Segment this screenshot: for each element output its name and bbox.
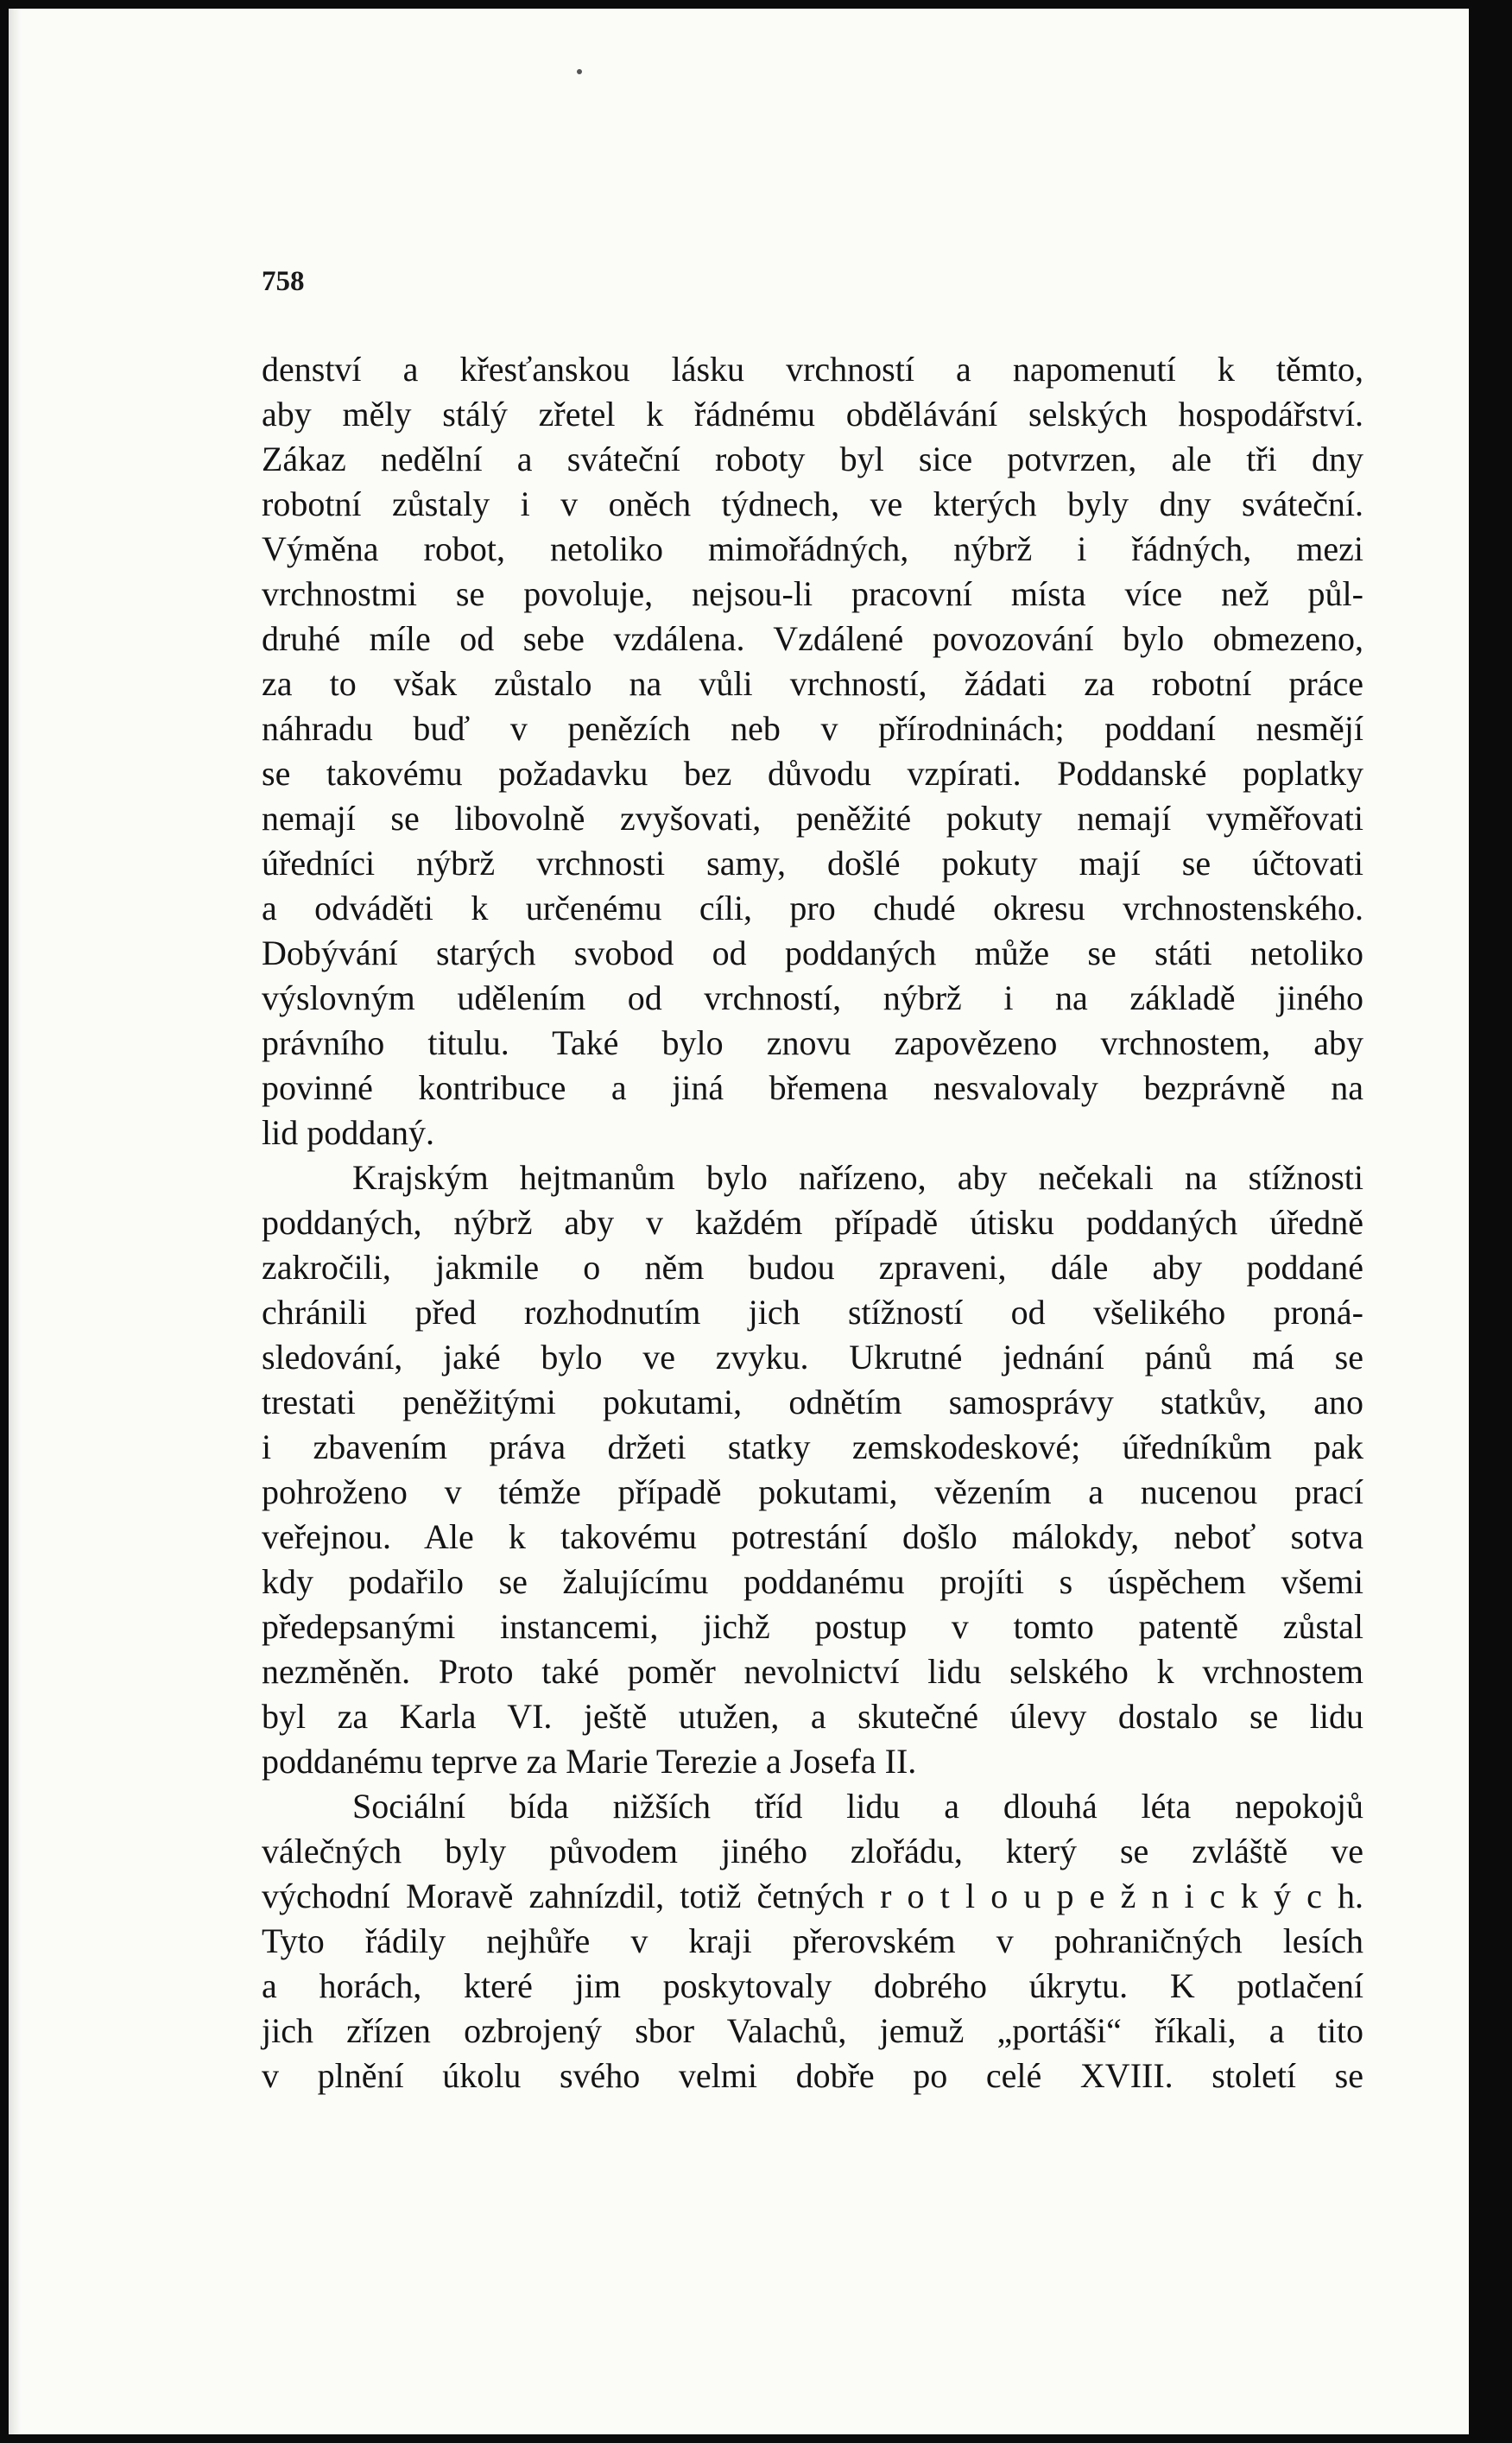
text-line: kdy podařilo se žalujícímu poddanému projíti s úspěchem všemi: [262, 1562, 1363, 1601]
paragraph-start-line: Sociální bída nižších tříd lidu a dlouhá léta nepokojů: [352, 1787, 1363, 1826]
text-line: druhé míle od sebe vzdálena. Vzdálené povozování bylo obmezeno,: [262, 619, 1363, 658]
text-line: v plnění úkolu svého velmi dobře po celé XVIII. století se: [262, 2056, 1363, 2095]
text-line: chránili před rozhodnutím jich stížností od všelikého proná-: [262, 1293, 1363, 1332]
text-line: zakročili, jakmile o něm budou zpraveni, dále aby poddané: [262, 1248, 1363, 1287]
paragraph-start-line: Krajským hejtmanům bylo nařízeno, aby nečekali na stížnosti: [352, 1158, 1363, 1197]
scan-speck: [577, 69, 582, 74]
text-line: Zákaz nedělní a sváteční roboty byl sice potvrzen, ale tři dny: [262, 440, 1363, 478]
text-line: a odváděti k určenému cíli, pro chudé okresu vrchnostenského.: [262, 889, 1363, 927]
text-line: jich zřízen ozbrojený sbor Valachů, jemuž „portáši“ říkali, a tito: [262, 2011, 1363, 2050]
text-line: povinné kontribuce a jiná břemena nesvalovaly bezprávně na: [262, 1068, 1363, 1107]
text-line: poddanému teprve za Marie Terezie a Josefa II.: [262, 1742, 917, 1781]
text-line: veřejnou. Ale k takovému potrestání došlo málokdy, neboť sotva: [262, 1517, 1363, 1556]
text-line: za to však zůstalo na vůli vrchností, žádati za robotní práce: [262, 664, 1363, 703]
text-line: Výměna robot, netoliko mimořádných, nýbrž i řádných, mezi: [262, 529, 1363, 568]
text-line: a horách, které jim poskytovaly dobrého úkrytu. K potlačení: [262, 1966, 1363, 2005]
text-line: Tyto řádily nejhůře v kraji přerovském v pohraničných lesích: [262, 1921, 1363, 1960]
text-line: válečných byly původem jiného zlořádu, který se zvláště ve: [262, 1832, 1363, 1870]
body-text: [262, 347, 1363, 2098]
book-page: [9, 9, 1469, 2434]
text-line: úředníci nýbrž vrchnosti samy, došlé pokuty mají se účtovati: [262, 844, 1363, 883]
text-line: lid poddaný.: [262, 1113, 434, 1152]
text-line: denství a křesťanskou lásku vrchností a napomenutí k těmto,: [262, 350, 1363, 389]
text-line: vrchnostmi se povoluje, nejsou-li pracovní místa více než půl-: [262, 574, 1363, 613]
text-line: výslovným udělením od vrchností, nýbrž i na základě jiného: [262, 978, 1363, 1017]
text-line: se takovému požadavku bez důvodu vzpírati. Poddanské poplatky: [262, 754, 1363, 793]
text-line: právního titulu. Také bylo znovu zapovězeno vrchnostem, aby: [262, 1023, 1363, 1062]
text-line: poddaných, nýbrž aby v každém případě útisku poddaných úředně: [262, 1203, 1363, 1242]
text-line: i zbavením práva držeti statky zemskodeskové; úředníkům pak: [262, 1427, 1363, 1466]
page-edge-shadow: [9, 9, 21, 2434]
text-line: Dobývání starých svobod od poddaných může se státi netoliko: [262, 934, 1363, 972]
text-line: pohroženo v témže případě pokutami, vězením a nucenou prací: [262, 1472, 1363, 1511]
text-line: byl za Karla VI. ještě utužen, a skutečné úlevy dostalo se lidu: [262, 1697, 1363, 1736]
text-line: trestati peněžitými pokutami, odnětím samosprávy statkův, ano: [262, 1383, 1363, 1421]
text-line: aby měly stálý zřetel k řádnému obdělávání selských hospodářství.: [262, 395, 1363, 434]
text-line: nemají se libovolně zvyšovati, peněžité pokuty nemají vyměřovati: [262, 799, 1363, 838]
text-line: robotní zůstaly i v oněch týdnech, ve kterých byly dny sváteční.: [262, 484, 1363, 523]
page-number: 758: [262, 266, 305, 297]
text-line: nezměněn. Proto také poměr nevolnictví lidu selského k vrchnostem: [262, 1652, 1363, 1691]
text-line: náhradu buď v penězích neb v přírodninách; poddaní nesmějí: [262, 709, 1363, 748]
text-line: sledování, jaké bylo ve zvyku. Ukrutné jednání pánů má se: [262, 1338, 1363, 1377]
text-line: předepsanými instancemi, jichž postup v tomto patentě zůstal: [262, 1607, 1363, 1646]
text-line: východní Moravě zahnízdil, totiž četných r o t l o u p e ž n i c k ý c h.: [262, 1877, 1363, 1915]
